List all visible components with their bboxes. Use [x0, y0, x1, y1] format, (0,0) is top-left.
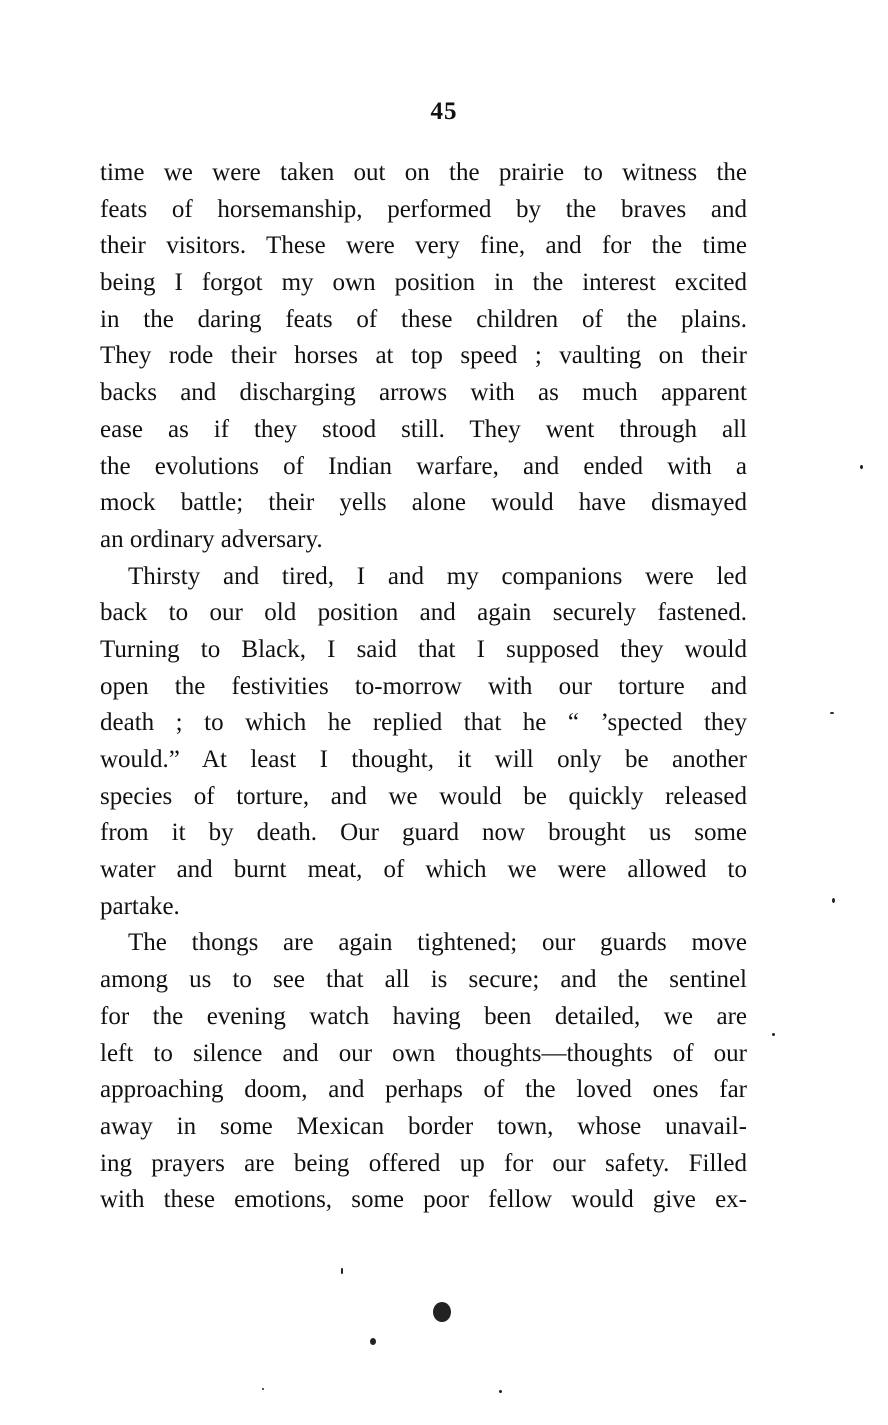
text-line: being I forgot my own position in the interest excited: [100, 269, 747, 297]
text-line: Thirsty and tired, I and my companions were led: [128, 562, 747, 590]
text-line: left to silence and our own thoughts—thoughts of our: [100, 1039, 747, 1067]
text-line: ease as if they stood still. They went through all: [100, 415, 747, 443]
paragraph-1: [100, 155, 747, 559]
ink-speck: [433, 1302, 451, 1322]
page-number: 45: [430, 98, 458, 125]
ink-speck: [830, 712, 834, 714]
ink-speck: [370, 1338, 376, 1345]
ink-speck: [860, 465, 863, 469]
text-line: water and burnt meat, of which we were allowed to: [100, 856, 747, 884]
text-line: mock battle; their yells alone would have dismayed: [100, 489, 747, 517]
paragraph-2: [100, 559, 747, 926]
text-line: ing prayers are being offered up for our safety. Filled: [100, 1149, 747, 1177]
text-line: an ordinary adversary.: [100, 525, 323, 553]
ink-speck: [832, 898, 835, 903]
ink-speck: [341, 1268, 343, 1274]
body-text: [100, 155, 747, 1219]
text-line: partake.: [100, 892, 180, 920]
text-line: approaching doom, and perhaps of the loved ones far: [100, 1076, 747, 1104]
paragraph-3: [100, 925, 747, 1219]
text-line: time we were taken out on the prairie to witness the: [100, 159, 747, 186]
text-line: They rode their horses at top speed ; vaulting on their: [100, 342, 747, 370]
text-line: the evolutions of Indian warfare, and ended with a: [100, 452, 747, 480]
text-line: open the festivities to-morrow with our torture and: [100, 672, 747, 700]
text-line: death ; to which he replied that he “ ’spected they: [100, 709, 747, 737]
text-line: backs and discharging arrows with as much apparent: [100, 379, 747, 407]
text-line: back to our old position and again securely fastened.: [100, 599, 747, 627]
text-line: The thongs are again tightened; our guards move: [128, 929, 747, 957]
text-line: for the evening watch having been detailed, we are: [100, 1002, 747, 1030]
ink-speck: [499, 1390, 502, 1393]
ink-speck: [772, 1033, 775, 1036]
text-line: in the daring feats of these children of the plains.: [100, 305, 747, 333]
text-line: would.” At least I thought, it will only be another: [100, 746, 747, 773]
text-line: species of torture, and we would be quickly released: [100, 782, 747, 810]
text-line: their visitors. These were very fine, and for the time: [100, 232, 747, 260]
text-line: with these emotions, some poor fellow would give ex-: [100, 1186, 747, 1214]
text-line: among us to see that all is secure; and the sentinel: [100, 966, 747, 994]
text-line: away in some Mexican border town, whose unavail-: [100, 1112, 747, 1140]
text-line: from it by death. Our guard now brought us some: [100, 819, 747, 847]
text-line: Turning to Black, I said that I supposed they would: [100, 635, 747, 663]
text-line: feats of horsemanship, performed by the braves and: [100, 195, 747, 223]
ink-speck: [262, 1388, 264, 1390]
